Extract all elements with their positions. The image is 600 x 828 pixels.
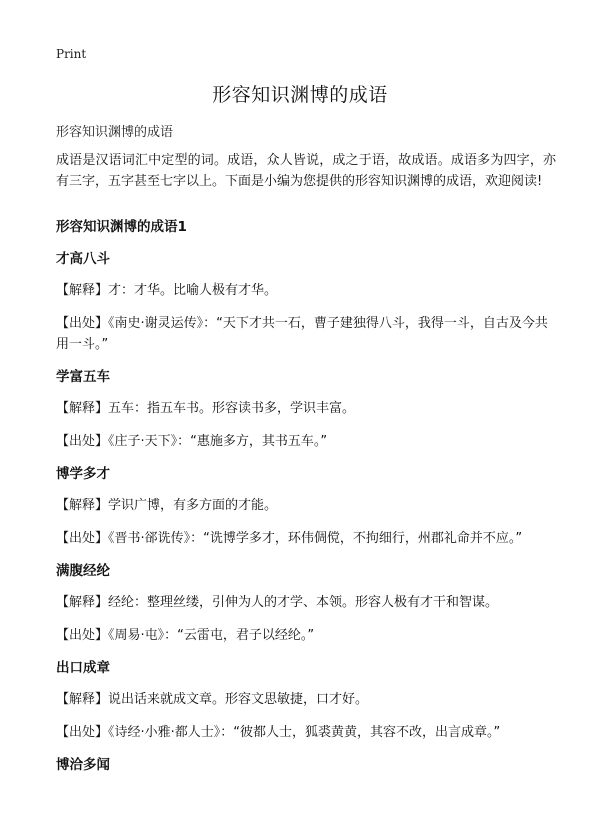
idiom-title: 博学多才 <box>56 466 110 482</box>
explanation-text: 才：才华。比喻人极有才华。 <box>108 283 278 298</box>
source-tag: 【出处】 <box>56 628 109 643</box>
idiom-title: 出口成章 <box>56 660 110 676</box>
explanation-text: 说出话来就成文章。形容文思敏捷，口才好。 <box>108 692 369 707</box>
intro-paragraph: 成语是汉语词汇中定型的词。成语，众人皆说，成之于语，故成语。成语多为四字，亦有三字，五字甚至七字以上。下面是小编为您提供的形容知识渊博的成语，欢迎阅读! <box>56 153 556 189</box>
idiom-title: 才高八斗 <box>56 251 110 267</box>
article-body <box>56 217 548 786</box>
source-tag: 【出处】 <box>56 531 109 546</box>
idiom-source <box>56 313 548 355</box>
idiom-source <box>56 722 548 743</box>
source-text: 《诗经·小雅·都人士》：“彼都人士，狐裘黄黄，其容不改，出言成章。” <box>108 725 501 740</box>
explanation-tag: 【解释】 <box>56 595 109 610</box>
explanation-tag: 【解释】 <box>56 283 109 298</box>
explanation-text: 五车：指五车书。形容读书多，学识丰富。 <box>108 401 356 416</box>
idiom-entry <box>56 249 548 355</box>
idiom-explanation <box>56 592 548 613</box>
idiom-title: 满腹经纶 <box>56 563 110 579</box>
idiom-source <box>56 625 548 646</box>
idiom-title: 学富五车 <box>56 369 110 385</box>
idiom-entry <box>56 658 548 743</box>
explanation-tag: 【解释】 <box>56 401 109 416</box>
source-tag: 【出处】 <box>56 725 109 740</box>
explanation-tag: 【解释】 <box>56 498 109 513</box>
section-heading: 形容知识渊博的成语1 <box>56 219 187 235</box>
idiom-entry <box>56 367 548 452</box>
idiom-title: 博洽多闻 <box>56 757 110 773</box>
idiom-explanation <box>56 495 548 516</box>
explanation-tag: 【解释】 <box>56 692 109 707</box>
idiom-entry <box>56 561 548 646</box>
idiom-source <box>56 431 548 452</box>
source-text: 《庄子·天下》：“惠施多方，其书五车。” <box>108 434 328 449</box>
explanation-text: 学识广博，有多方面的才能。 <box>108 498 278 513</box>
page-subtitle: 形容知识渊博的成语 <box>56 125 174 140</box>
source-tag: 【出处】 <box>56 316 109 331</box>
source-text: 《晋书·郤诜传》：“诜博学多才，环伟倜傥，不拘细行，州郡礼命并不应。” <box>108 531 523 546</box>
idiom-source <box>56 528 548 549</box>
print-link[interactable]: Print <box>56 47 87 61</box>
idiom-entry <box>56 464 548 549</box>
idiom-explanation <box>56 689 548 710</box>
idiom-explanation <box>56 398 548 419</box>
explanation-text: 经纶：整理丝缕，引伸为人的才学、本领。形容人极有才干和智谋。 <box>108 595 499 610</box>
source-text: 《周易·屯》：“云雷屯，君子以经纶。” <box>108 628 315 643</box>
source-tag: 【出处】 <box>56 434 109 449</box>
idiom-explanation <box>56 280 548 301</box>
source-text: 《南史·谢灵运传》：“天下才共一石，曹子建独得八斗，我得一斗，自古及今共用一斗。” <box>56 316 548 352</box>
page-title: 形容知识渊博的成语 <box>212 84 388 106</box>
